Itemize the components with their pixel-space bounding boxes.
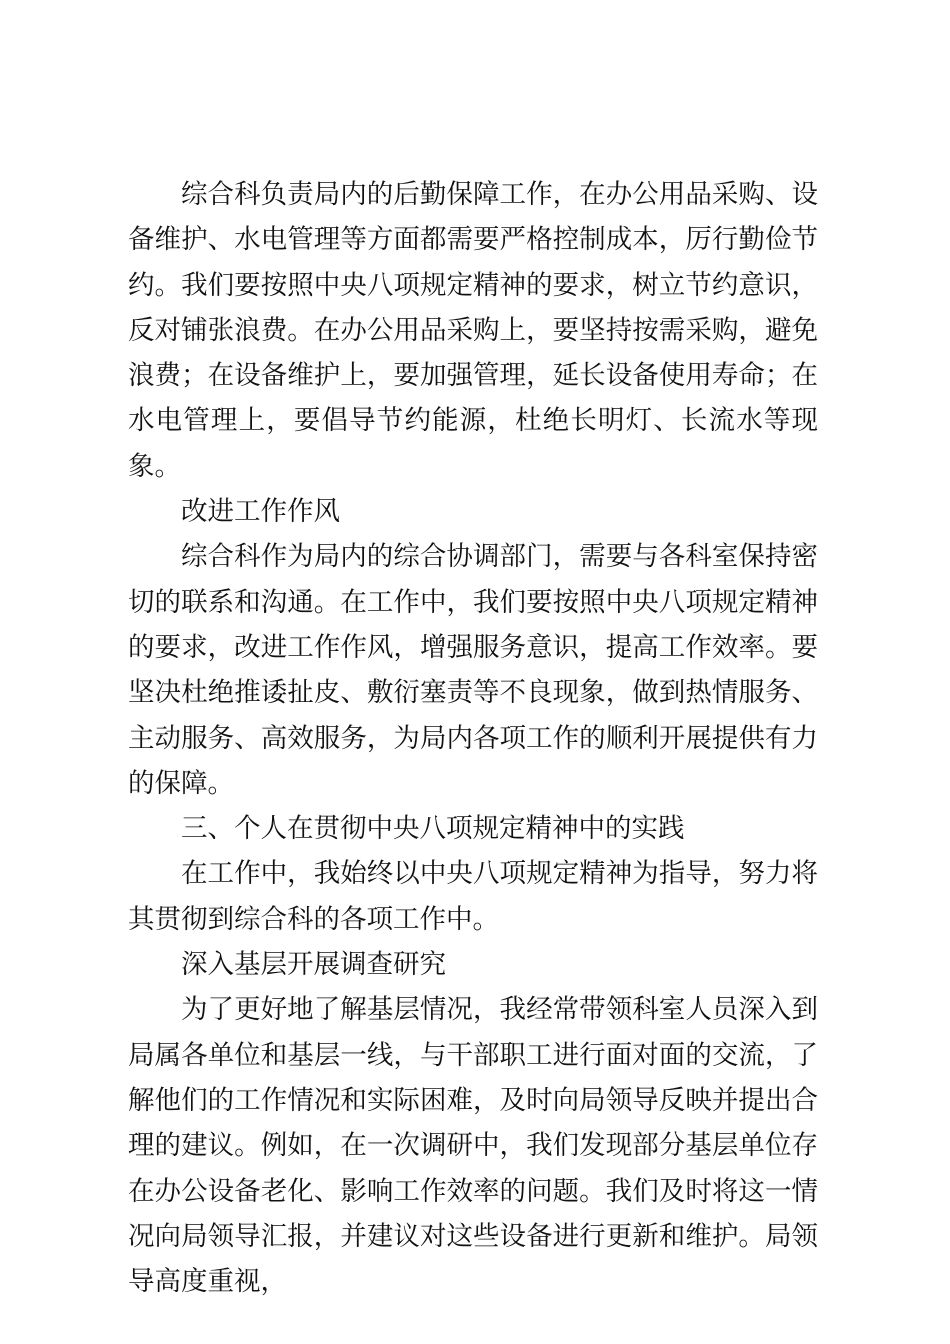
paragraph-grassroots: 为了更好地了解基层情况，我经常带领科室人员深入到局属各单位和基层一线，与干部职工进行面对面的交流，了解他们的工作情况和实际困难，及时向局领导反映并提出合理的建议。例如，在一次调研中，我们发现部分基层单位存在办公设备老化、影响工作效率的问题。我们及时将这一情况向局领导汇报，并建议对这些设备进行更新和维护。局领导高度重视， (128, 994, 818, 1298)
heading-grassroots-research: 深入基层开展调查研究 (181, 949, 446, 981)
paragraph-work-style: 综合科作为局内的综合协调部门，需要与各科室保持密切的联系和沟通。在工作中，我们要按照中央八项规定精神的要求，改进工作作风，增强服务意识，提高工作效率。要坚决杜绝推诿扯皮、敷衍塞责等不良现象，做到热情服务、主动服务、高效服务，为局内各项工作的顺利开展提供有力的保障。 (128, 541, 818, 799)
paragraph-personal-practice: 在工作中，我始终以中央八项规定精神为指导，努力将其贯彻到综合科的各项工作中。 (128, 858, 818, 935)
paragraph-logistics: 综合科负责局内的后勤保障工作，在办公用品采购、设备维护、水电管理等方面都需要严格控制成本，厉行勤俭节约。我们要按照中央八项规定精神的要求，树立节约意识，反对铺张浪费。在办公用品采购上，要坚持按需采购，避免浪费；在设备维护上，要加强管理，延长设备使用寿命；在水电管理上，要倡导节约能源，杜绝长明灯、长流水等现象。 (128, 179, 818, 482)
document-body (128, 172, 818, 1304)
heading-improve-work-style: 改进工作作风 (181, 496, 340, 528)
heading-section-three: 三、个人在贯彻中央八项规定精神中的实践 (181, 813, 685, 845)
